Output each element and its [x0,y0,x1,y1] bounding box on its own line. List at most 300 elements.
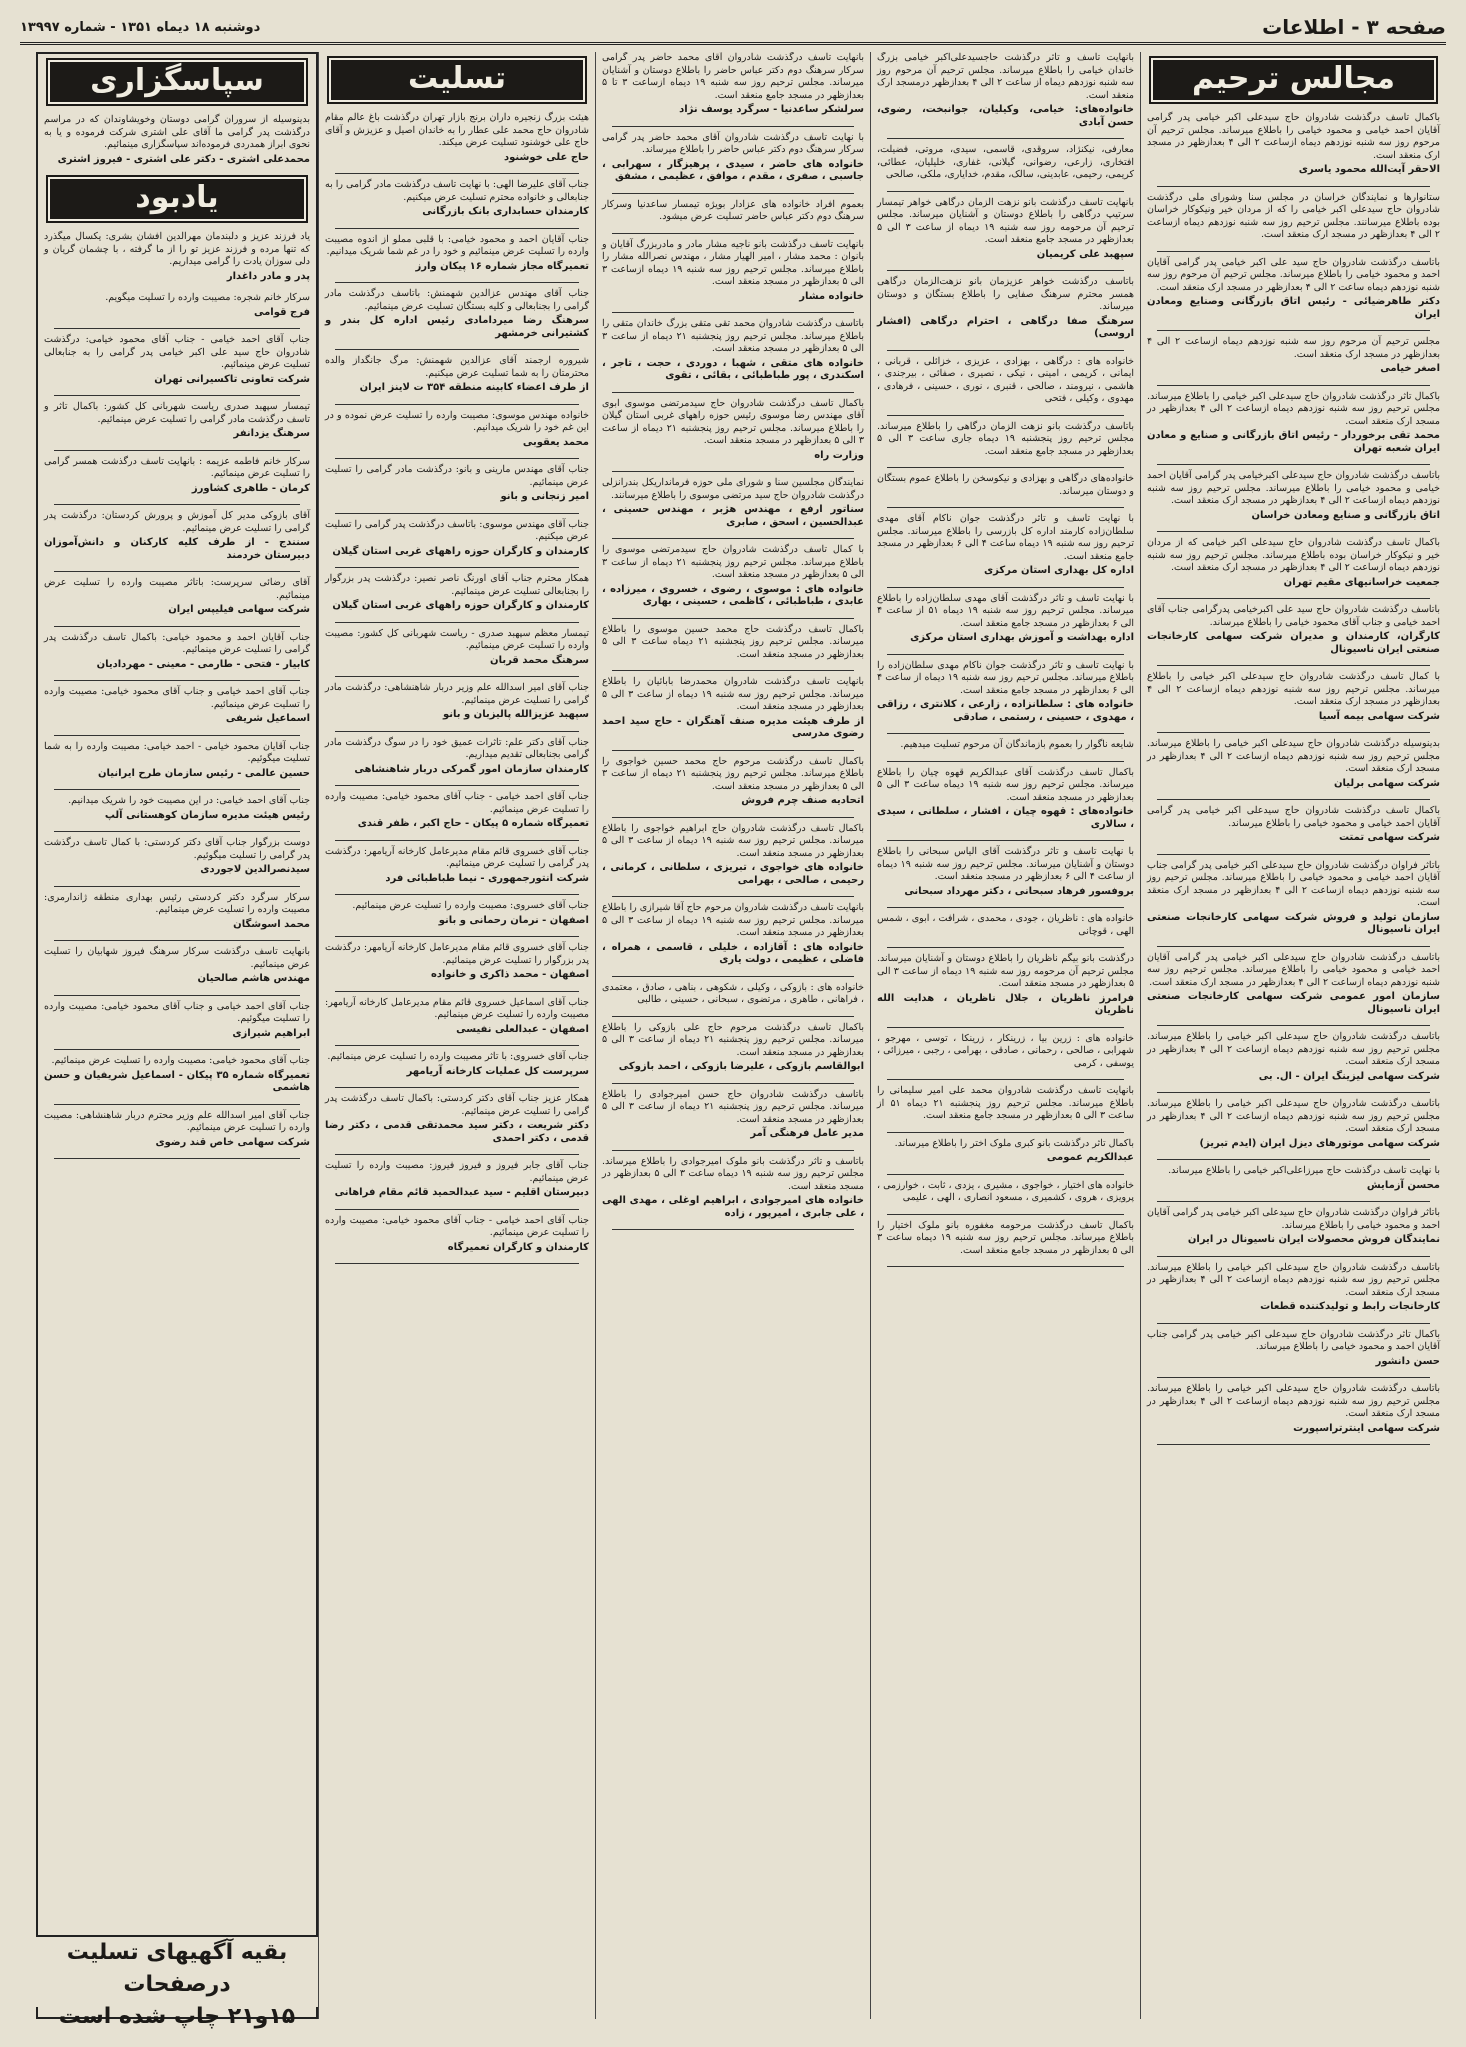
notice-item [44,741,310,781]
notice-text: خانواده مهندس موسوی: مصیبت وارده را تسلیت عرض نموده و در این غم خود را شریک میدانیم. [325,409,589,433]
notice-signature: مدیر عامل فرهنگی آمر [750,1128,864,1139]
divider [612,312,854,313]
divider [1157,1256,1430,1257]
divider [887,1266,1124,1267]
notice-text: معارفی، نیکنژاد، سروقدی، قاسمی، سیدی، مروتی، فضیلت، افتخاری، زارعی، رضوانی، گیلانی، غفاری، خلیلیان، عطائی، کریمی، رحیمی، عابدینی، سالک، مقدم، خدایاری، ملکی، صالحی [877,144,1134,180]
notice-item [602,318,864,383]
divider [335,676,579,677]
notice-text: هیئت بزرگ زنجیره داران برنج بازار تهران درگذشت باغ عالم مقام شادروان حاج محمد علی عطار را به خاندان اصیل و عزیزش و آقای حاج علی خوشنود تسلیت عرض میکند. [325,112,589,148]
date-line: دوشنبه ۱۸ دیماه ۱۳۵۱ - شماره ۱۳۹۹۷ [20,19,261,35]
divider [54,1049,300,1050]
notice-text: باتاسف درگذشت بانو نزهت الزمان درگاهی را باطلاع میرساند. مجلس ترحیم روز پنجشنبه ۱۹ دیماه جاری ساعت ۳ الی ۵ بعدازظهر در مسجد جامع منعقد است. [877,420,1134,457]
notice-signature: اداره بهداشت و آموزش بهداری استان مرکزی [910,632,1134,643]
notice-item [877,276,1134,341]
divider [612,1016,854,1017]
notice-signature: عبدالکریم عمومی [1046,1152,1134,1163]
notice-item [877,1220,1134,1258]
divider [1157,598,1430,599]
notice-item [1147,112,1440,177]
notice-item [1147,805,1440,845]
notice-item [44,686,310,726]
notice-item [1147,470,1440,522]
notice-text: شایعه ناگوار را بعموم بازماندگان آن مرحوم تسلیت میدهیم. [900,739,1134,750]
notice-signature: ابوالقاسم بازوکی ، علیرضا بازوکی ، احمد بازوکی [618,1061,864,1072]
notice-text: جناب آقای خسروی قائم مقام مدیرعامل کارخانه آریامهر: درگذشت پدر بزرگوار را تسلیت عرض مینمائیم. [325,942,589,966]
page-label: صفحه ۳ - اطلاعات [1262,15,1446,39]
notice-text: خانواده های : بازوکی ، وکیلی ، شکوهی ، بناهی ، صادق ، معتمدی ، فراهانی ، طاهری ، مرتضوی ، سبحانی ، حسینی ، طالبی [602,981,864,1005]
notice-signature: اصغر خیامی [1380,363,1440,374]
notice-signature: محسن آزمایش [1366,1179,1440,1191]
divider [887,1027,1124,1028]
divider [887,191,1124,192]
notice-item [602,676,864,741]
notice-text: جناب آقای احمد خیامی: در این مصیبت خود را شریک میدانیم. [68,795,310,806]
notice-signature: سازمان امور عمومی شرکت سهامی کارخانجات صنعتی ایران ناسیونال [1147,991,1440,1015]
notice-item [602,1089,864,1141]
notice-signature: اصفهان - نرمان رحمانی و بانو [438,914,589,926]
divider [1157,385,1430,386]
divider [612,750,854,751]
notice-item [602,1156,864,1221]
column-tasliyat [318,52,595,2019]
notice-text: درگذشت بانو بیگم ناظریان را باطلاع دوستان و آشنایان میرساند. مجلس ترحیم آن مرحومه روز سه شنبه ۱۹ دیماه از ساعت ۳ الی ۵ بعدازظهر در مسجد منعقد است. [877,953,1134,989]
sepas-notice [44,114,310,166]
notice-item [877,767,1134,832]
notice-item [602,132,864,184]
divider [887,1132,1124,1133]
notice-text: بانهایت تاسف درگذشت شادروان آقای محمد حاضر پدر گرامی سرکار سرهنگ دوم دکتر عباس حاضر را باطلاع دوستان و آشنایان میرساند. مجلس ترحیم روز سه شنبه ۱۹ دیماه ازساعت ۳ تا ۵ بعدازظهر در مسجد جامع منعقد است. [602,52,864,101]
divider [887,415,1124,416]
notice-text: جناب آقای مهندس عزالدین شهمنش: باتاسف درگذشت مادر گرامی را بجنابعالی و کلیه بستگان تسلیت عرض مینمائیم. [325,288,589,312]
notice-signature: سناتور ارفع ، مهندس هژبر ، مهندس حسینی ، عبدالحسین ، اسحق ، صابری [602,504,864,528]
divider [335,991,579,992]
notice-text: دوست بزرگوار جناب آقای دکتر کردستی: با کمال تاسف درگذشت پدر گرامی را تسلیت میگوئیم. [44,837,310,861]
divider [1157,531,1430,532]
notice-text: باتاسف درگذشت شادروان حاج سیدعلی اکبر خیامی پدر گرامی آقایان احمد خیامی و محمود خیامی را باطلاع میرساند. مجلس ترحیم روز سه شنبه نوزدهم دیماه ازساعت ۲ الی ۴ بعدازظهر در مسجد ارک منعقد است. [1147,951,1440,988]
notice-text: با نهایت تاسف و تاثر درگذشت جوان ناکام مهدی سلطان‌زاده را باطلاع میرساند. مجلس ترحیم روز سه شنبه ۱۹ دیماه از ساعت ۴ الی ۶ بعدازظهر در مسجد جامع منعقد است. [877,659,1134,696]
notice-item [44,334,310,386]
notice-signature: دکتر طاهرضیائی - رئیس اتاق بازرگانی وصنایع ومعادن ایران [1147,296,1440,320]
divider [612,126,854,127]
divider [335,622,579,623]
notice-signature: اصفهان - عبدالعلی نفیسی [456,1023,589,1035]
divider [335,785,579,786]
notice-item [877,1138,1134,1165]
notice-signature: نمایندگان فروش محصولات ایران ناسیونال در ایران [1187,1234,1440,1245]
notice-signature: اتاق بازرگانی و صنایع ومعادن خراسان [1251,509,1440,521]
divider [1157,1323,1430,1324]
notice-signature: شرکت سهامی برلیان [1333,777,1440,789]
notice-signature: الاحقر آیت‌الله محمود یاسری [1298,164,1440,175]
notice-text: با نهایت تاسف درگذشت شادروان آقای محمد حاضر پدر گرامی سرکار سرهنگ دوم دکتر عباس حاضر را باطلاع میرساند. [602,131,864,155]
notice-item [325,112,589,164]
notice-item [602,199,864,224]
divider [54,735,300,736]
notice-signature: شرکت تعاونی تاکسیرانی تهران [154,373,310,385]
notice-text: باتاثر فراوان درگذشت شادروان حاج سیدعلی اکبر خیامی پدر گرامی آقایان احمد و محمود خیامی را باطلاع میرساند. [1147,1207,1440,1231]
notice-signature: شرکت سهامی خاص قند رضوی [155,1136,310,1148]
notice-signature: شرکت سهامی اینترتراسپورت [1293,1422,1440,1434]
notice-signature: سرهنگ صفا درگاهی ، احترام درگاهی (افشار اروسی) [877,315,1134,339]
notice-text: باتاسف درگذشت شادروان محمد تقی متقی بزرگ خاندان متقی را باطلاع میرساند. مجلس ترحیم روز پنجشنبه ۲۱ دیماه از ساعت ۳ الی ۵ بعدازظهر در مسجد منعقد است. [602,318,865,354]
notice-text: جناب آقای دکتر علم: تاثرات عمیق خود را در سوگ درگذشت مادر گرامی بجنابعالی تقدیم میداریم. [325,736,589,760]
notice-item [325,682,589,722]
notice-signature: خانواده های : آقازاده ، خلیلی ، قاسمی ، همراه ، فاضلی ، عظیمی ، دولت یاری [602,941,864,965]
notice-text: باتاسف درگذشت شادروان حاج سید علی اکبر خیامی پدر گرامی آقایان احمد و محمود خیامی را باطلاع میرساند. مجلس ترحیم آن مرحوم روز سه شنبه نوزدهم دیماه ساعت ۲ الی ۴ بعدازظهر در مسجد ارک منعقد است. [1147,256,1440,293]
notice-signature: فرج قوامی [253,306,310,318]
divider [612,817,854,818]
notice-text: باتاسف درگذشت شادروان حاج سیدعلی اکبرخیامی پدر گرامی آقایان احمد خیامی و محمود خیامی را باطلاع میرساند. مجلس ترحیم روز سه شنبه نوزدهم دیماه ازساعت ۲ الی ۴ بعدازظهر در مسجد ارک منعقد است. [1147,470,1440,506]
notice-text: جناب آقای خسروی قائم مقام مدیرعامل کارخانه آریامهر: درگذشت پدر گرامی را تسلیت عرض مینمائیم. [325,845,589,869]
notice-text: با نهایت تاسف درگذشت حاج میرزاعلی‌اکبر خیامی را باطلاع میرساند. [1168,1165,1440,1176]
notice-text: باتاسف درگذشت شادروان حاج سیدعلی اکبر خیامی را باطلاع میرساند. مجلس ترحیم روز سه شنبه نوزدهم دیماه ازساعت ۲ الی ۴ بعدازظهر در مسجد ارک منعقد است. [1147,1098,1440,1134]
notice-text: باکمال تاثر درگذشت شادروان حاج سیدعلی اکبر خیامی را باطلاع میرساند. مجلس ترحیم روز سه شنبه نوزدهم دیماه ازساعت ۲ الی ۴ بعدازظهر در مسجد ارک منعقد است. [1147,390,1440,427]
notice-text: همکار محترم جناب آقای اورنگ ناصر نصیر: درگذشت پدر بزرگوار را بجنابعالی تسلیت عرض مینمائیم. [325,573,589,597]
notice-item [44,892,310,932]
notice-signature: اتحادیه صنف چرم فروش [741,795,864,806]
divider [335,173,579,174]
notice-item [877,739,1134,752]
notice-text: بدینوسیله از سروران گرامی دوستان وخویشاوندان که در مراسم درگذشت پدر گرامی ما آقای علی اشتری شرکت فرموده و یا به نحوی ابراز همدردی فرموده‌اند سپاسگزاری مینمائیم. [44,114,310,150]
notice-signature: فرامرز ناظریان ، جلال ناظریان ، هدایت الله ناظریان [877,992,1134,1016]
notices-list [325,112,589,1264]
notice-signature: امیر زنجانی و بانو [500,491,589,502]
divider [335,731,579,732]
notice-signature: از طرف اعضاء کابینه منطقه ۳۵۴ ت لاینز ایران [359,382,589,393]
notice-text: باتاسف درگذشت شادروان حاج حسن امیرجوادی را باطلاع میرساند. مجلس ترحیم روز پنجشنبه ۲۱ دیماه از ساعت ۳ الی ۵ بعدازظهر در مسجد منعقد است. [602,1088,864,1125]
notice-item [1147,336,1440,376]
notice-text: باکمال تاسف درگذشت حاج محمد حسین موسوی را باطلاع میرساند. مجلس ترحیم روز پنجشنبه ۲۱ دیماه ساعت ۳ الی ۵ بعدازظهر در مسجد منعقد است. [602,623,864,660]
divider [887,587,1124,588]
notice-text: با نهایت تاسف و تاثر درگذشت آقای مهدی سلطان‌زاده را باطلاع میرساند. مجلس ترحیم روز سه شنبه ۱۹ دیماه ۵۱ از ساعت ۴ الی ۶ بعدازظهر در مسجد جامع منعقد است. [877,592,1134,629]
divider [1157,464,1430,465]
divider [612,392,854,393]
notice-text: خانواده های : درگاهی ، بهزادی ، عزیزی ، خزائلی ، قربانی ، ایمانی ، کریمی ، امینی ، نیکی ، نصیری ، صفائی ، بیرجندی ، هاشمی ، نیرومند ، صالحی ، قنبری ، نوری ، حسینی ، فرهادی ، مهدوی ، وکیلی ، فتحی [877,355,1134,404]
notice-text: خانواده های اختیار ، خواجوی ، مشیری ، یزدی ، ثابت ، خوارزمی ، پرویزی ، هروی ، کشمیری ، مسعود انصاری ، الهی ، علیمی [877,1179,1134,1203]
notice-signature: کرمان - طاهری کشاورز [191,482,310,494]
notice-signature: سپهبد علی کریمیان [1036,248,1134,260]
notice-item [602,239,864,304]
notice-item [602,544,864,609]
notice-signature: وزارت راه [814,449,864,461]
notice-item [44,456,310,496]
notice-signature: شرکت سهامی فیلیپس ایران [168,604,310,615]
notice-item [877,473,1134,498]
notice-item [877,1085,1134,1123]
notice-signature: شرکت انتورجمهوری - نیما طباطبائی فرد [385,872,589,884]
divider [1157,799,1430,800]
footer-note [36,1935,318,2029]
notice-signature: سرلشکر ساعدنیا - سرگرد یوسف نژاد [679,104,864,115]
divider [1157,854,1430,855]
notice-item [602,902,864,967]
notice-item [1147,537,1440,589]
notice-text: جناب آقایان احمد و محمود خیامی: با قلبی مملو از اندوه مصیبت وارده را تسلیت عرض مینمائیم و خود را در غم شما شریک میدانیم. [325,233,589,257]
notice-signature: کارمندان و کارگران حوزه راههای غربی استان گیلان [332,545,589,557]
notice-signature: حسن دانشور [1375,1355,1440,1367]
divider [335,567,579,568]
divider [612,896,854,897]
notice-text: ستانوارها و نمایندگان خراسان در مجلس سنا وشورای ملی درگذشت شادروان حاج سیدعلی اکبر خیامی را که از مردان خیر ونیکوکار خراسان بوده باطلاع میرسانند. مجلس ترحیم روز سه شنبه نوزدهم دیماه ازساعت ۲ الی ۴ بعدازظهر در مسجد ارک منعقد است. [1147,191,1440,240]
notice-item [1147,391,1440,456]
notice-text: با کمال تاسف درگذشت شادروان حاج سیدعلی اکبر خیامی را باطلاع میرساند. مجلس ترحیم روز سه شنبه نوزدهم دیماه ازساعت ۲ الی ۴ بعدازظهر در مسجد ارک منعقد است. [1147,671,1440,707]
divider [887,1079,1124,1080]
notice-item [325,942,589,982]
notice-text: با کمال تاسف درگذشت شادروان حاج سیدمرتضی موسوی را باطلاع میرساند. مجلس ترحیم روز پنجشنبه ۲۱ دیماه از ساعت ۳ الی ۵ بعدازظهر در مسجد منعقد است. [602,544,865,580]
notice-item [325,737,589,777]
notice-text: باکمال تاسف درگذشت شادروان حاج سیدعلی اکبر خیامی پدر گرامی آقایان احمد خیامی و محمود خیامی را باطلاع میرساند. [1147,805,1440,829]
notice-signature: خانواده‌های: خیامی، وکیلیان، جوانبخت، رضوی، حسن آبادی [877,104,1134,128]
notice-text: جناب آقای مهندس مارینی و بانو: درگذشت مادر گرامی را تسلیت عرض مینمائیم. [325,464,589,488]
divider [335,404,579,405]
notice-text: باکمال تاثر درگذشت بانو کبری ملوک اختر را باطلاع میرساند. [894,1137,1134,1149]
divider [335,936,579,937]
notice-item [1147,1031,1440,1083]
notice-item [325,1160,589,1200]
notice-item [325,900,589,927]
notice-text: خانواده‌های درگاهی و بهزادی و نیکوسخن را باطلاع عموم بستگان و دوستان میرساند. [877,473,1134,497]
notice-text: جناب آقای احمد خیامی - جناب آقای محمود خیامی: مصیبت وارده را تسلیت عرض مینمائیم. [325,791,589,815]
notice-signature: ابراهیم شیرازی [232,1027,310,1039]
notice-text: شیروره ارجمند آقای عزالدین شهمنش: مرگ جانگداز والده محترمتان را به شما تسلیت عرض میکنیم. [325,355,589,379]
notice-item [44,401,310,441]
notice-signature: رئیس هیئت مدیره سازمان کوهستانی آلپ [104,809,310,821]
notice-signature: سرهنگ محمد قربان [490,654,589,666]
divider [1157,1201,1430,1202]
divider [612,976,854,977]
divider [335,349,579,350]
notice-text: جناب آقای اسماعیل خسروی قائم مقام مدیرعامل کارخانه آریامهر: مصیبت وارده را تسلیت عرض مینمائیم. [325,996,589,1020]
notice-signature: محمد یعقوبی [522,436,589,448]
divider [54,504,300,505]
divider [612,471,854,472]
notice-signature: اصفهان - محمد ذاکری و خانواده [430,969,589,980]
notice-text: جناب آقای احمد خیامی - جناب آقای محمود خیامی: درگذشت شادروان حاج سید علی اکبر خیامی پدر گرامی را به جنابعالی تسلیت عرض مینمائیم. [44,334,310,370]
notice-item [1147,604,1440,656]
divider [54,1158,300,1159]
divider [335,1087,579,1088]
divider [335,1263,579,1264]
notice-text: بانهایت تاسف درگذشت سرکار سرهنگ فیروز شهابیان را تسلیت عرض مینمائیم. [44,946,310,970]
notice-item [1147,1329,1440,1369]
notice-text: جناب آقای خسروی: مصیبت وارده را تسلیت عرض مینمائیم. [352,900,589,911]
notice-text: بعموم افراد خانواده های عزادار بویژه تیمسار ساعدنیا وسرکار سرهنگ دوم دکتر عباس حاضر تسلیت عرض میشود. [602,198,864,222]
notice-signature: حسین عالمی - رئیس سازمان طرح ایرانیان [97,767,310,779]
notice-text: باتاسف درگذشت شادروان حاج سیدعلی اکبر خیامی را باطلاع میرساند. مجلس ترحیم روز سه شنبه نوزدهم دیماه ازساعت ۲ الی ۴ بعدازظهر در مسجد ارک منعقد است. [1147,1383,1440,1419]
notice-signature: خانواده های متقی ، شهبا ، دوردی ، حجت ، تاجر ، اسکندری ، پور طباطبائی ، بقائی ، تقوی [602,357,864,381]
notice-signature: سرهنگ رضا میردامادی رئیس اداره کل بندر و کشتیرانی خرمشهر [325,315,589,339]
notice-text: باکمال تاثر درگذشت شادروان حاج سیدعلی اکبر خیامی پدر گرامی جناب آقایان احمد و محمود خیامی را باطلاع میرساند. [1147,1328,1440,1352]
notice-item [325,288,589,340]
notices-list [44,292,310,1159]
notices-list [877,52,1134,1267]
notice-text: باتاسف و تاثر درگذشت بانو ملوک امیرجوادی را باطلاع میرساند. مجلس ترحیم روز سه شنبه ۱۹ دیماه ساعت ۳ الی ۵ بعدازظهر در مسجد منعقد است. [602,1155,864,1192]
notice-item [325,1215,589,1255]
divider [612,670,854,671]
notice-text: مجلس ترحیم آن مرحوم روز سه شنبه نوزدهم دیماه ازساعت ۲ الی ۴ بعدازظهر در مسجد ارک منعقد است. [1147,336,1440,360]
notice-item [1147,1098,1440,1150]
notice-text: بانهایت تاسف درگذشت شادروان محمد علی امیر سلیمانی را باطلاع میرساند. مجلس ترحیم روز پنجشنبه ۲۱ دیماه ۵۱ از ساعت ۳ الی ۵ بعدازظهر در مسجد جامع منعقد است. [877,1085,1135,1121]
notice-text: سرکار خانم شجره: مصیبت وارده را تسلیت میگویم. [105,292,310,303]
notice-text: با نهایت تاسف و تاثر درگذشت جوان ناکام آقای مهدی سلطان‌زاده کارمند اداره کل بازرسی را باطلاع میرساند. مجلس ترحیم روز سه شنبه ۱۹ دیماه ساعت ۴ الی ۶ بعدازظهر در مسجد جامع منعقد است. [877,513,1134,562]
section-banner-tasliyat: تسلیت [327,56,587,104]
divider [612,538,854,539]
notice-signature: سپهبد عزیزالله پالیزبان و بانو [442,709,589,720]
notice-signature: اسماعیل شریفی [225,713,310,724]
divider [887,467,1124,468]
notice-signature: حاج علی خوشنود [504,151,589,163]
notice-text: جناب آقای احمد خیامی و جناب آقای محمود خیامی: مصیبت وارده را تسلیت عرض مینمائیم. [44,686,310,710]
notice-text: بانهایت تاسف درگذشت بانو ناجیه مشار مادر و مادربزرگ آقایان و بانوان : محمد مشار ، امیر الهیار مشار ، مهندس نصرالله مشار را باطلاع میرساند. مجلس ترحیم روز سه شنبه ۱۹ دیماه ازساعت ۳ الی ۵ بعدازظهر در مسجد منعقد است. [602,238,864,287]
notice-item [602,52,864,117]
divider [1157,1444,1430,1445]
notice-signature: شرکت سهامی بیمه آسیا [1318,710,1440,722]
divider [1157,1025,1430,1026]
notice-item [602,982,864,1007]
notice-item [44,1110,310,1150]
notice-item [602,756,864,808]
notice-item [325,1093,589,1145]
notice-text: بانهایت تاسف و تاثر درگذشت حاجسیدعلی‌اکبر خیامی بزرگ خاندان خیامی را باطلاع میرساند. مجلس ترحیم آن مرحوم روز سه شنبه نوزدهم دیماه از ساعت ۲ الی ۴ بعدازظهر درمسجد ارک منعقد است. [877,52,1134,101]
notice-signature: سنندج - از طرف کلیه کارکنان و دانش‌آموزان دبیرستان خردمند [44,537,310,561]
notice-signature: خانواده های حاضر ، سیدی ، پرهیزگار ، سهرابی ، جاسبی ، صفری ، مقدم ، موافق ، عظیمی ، مشفق [602,158,864,182]
notice-text: خانواده های : زرین بیا ، زرینکار ، زرینکا ، توسی ، مهرجو ، شهرابی ، صالحی ، رحمانی ، صادقی ، بهرامی ، رجبی ، میرزائی ، یوسفی ، کرمی [877,1032,1134,1069]
notice-signature: جمعیت خراسانیهای مقیم تهران [1283,576,1440,588]
notice-signature: اداره کل بهداری استان مرکزی [983,565,1134,576]
divider [335,228,579,229]
notice-text: سرکار سرگرد دکتر کردستی رئیس بهداری منطقه ژاندارمری: مصیبت وارده را تسلیت عرض مینمائیم. [44,891,310,915]
notice-text: جناب آقای احمد خیامی و جناب آقای محمود خیامی: مصیبت وارده را تسلیت میگوئیم. [44,1000,310,1024]
section-banner-yadbood: یادبود [46,175,308,223]
column-majales [1140,52,1446,2019]
notice-item [602,398,864,463]
notice-text: باکمال تاسف درگذشت مرحوم حاج علی بازوکی را باطلاع میرساند. مجلس ترحیم روز پنجشنبه ۲۱ دیماه از ساعت ۳ الی ۵ بعدازظهر در مسجد منعقد است. [602,1021,864,1058]
notice-text: جناب آقای خسروی: با تاثر مصیبت وارده را تسلیت عرض مینمائیم. [327,1051,589,1062]
divider [1157,186,1430,187]
notice-text: باکمال تاسف درگذشت شادروان حاج سیدعلی اکبر خیامی پدر گرامی آقایان احمد خیامی و محمود خیامی را باطلاع میرساند. مجلس ترحیم آن مرحوم روز سه شنبه نوزدهم دیماه ازساعت ۲ الی ۴ بعدازظهر در مسجد ارک منعقد است. [1147,112,1440,161]
notice-item [1147,1383,1440,1435]
notice-item [44,795,310,822]
divider [1157,1092,1430,1093]
notice-item [877,52,1134,129]
notice-signature: کارمندان و کارگران تعمیرگاه [447,1241,589,1253]
divider [887,733,1124,734]
divider [335,513,579,514]
divider [54,886,300,887]
divider [54,789,300,790]
divider [335,1209,579,1210]
notice-text: یاد فرزند عزیز و دلبندمان مهرالدین افشان بشری: یکسال میگذرد که تنها مرده و فرزند عزیز تو را از ما گرفته ، با چشمان گریان و دلی سوزان یادت را گرامی میداریم. [44,231,310,267]
notice-item [1147,671,1440,723]
notice-text: باتاسف درگذشت شادروان حاج سیدعلی اکبر خیامی را باطلاع میرساند. مجلس ترحیم روز سه شنبه نوزدهم دیماه ازساعت ۲ الی ۴ بعدازظهر در مسجد ارک منعقد است. [1147,1261,1440,1298]
notice-text: آقای بازوکی مدیر کل آموزش و پرورش کردستان: درگذشت پدر گرامی را تسلیت عرض مینمائیم. [44,510,310,534]
divider [612,1150,854,1151]
notice-signature: خانواده مشار [799,290,864,302]
notices-list [1147,112,1440,1445]
divider [612,193,854,194]
divider [887,761,1124,762]
notice-signature: خانواده های امیرجوادی ، ابراهیم اوغلی ، مهدی الهی ، علی جابری ، امیرپور ، زاده [602,1195,864,1219]
divider [887,1174,1124,1175]
footer-line-1: بقیه آگهیهای تسلیت درصفحات [66,1940,288,1997]
notice-signature: کارمندان و کارگران حوزه راههای غربی استان گیلان [332,600,589,611]
notice-signature: خانواده‌های : قهوه چیان ، افشار ، سلطانی ، سیدی ، سالاری [877,806,1134,830]
divider [1157,732,1430,733]
notice-signature: کارمندان سازمان امور گمرکی دربار شاهنشاهی [354,763,589,775]
notice-item [877,1180,1134,1205]
notice-item [325,464,589,504]
notice-item [877,660,1134,725]
divider [335,1045,579,1046]
divider [612,1229,854,1230]
notice-text: آقای رضائی سرپرست: باتاثر مصیبت وارده را تسلیت عرض مینمائیم. [44,577,310,601]
notice-text: سرکار خانم فاطمه عزیمه : بانهایت تاسف درگذشت همسر گرامی را تسلیت عرض مینمائیم. [44,455,310,479]
notice-text: بدینوسیله درگذشت شادروان حاج سیدعلی اکبر خیامی را باطلاع میرساند. مجلس ترحیم روز سه شنبه نوزدهم دیماه ازساعت ۲ الی ۴ بعدازظهر در مسجد ارک منعقد است. [1147,738,1440,774]
notice-signature: تعمیرگاه مجاز شماره ۱۶ پیکان وارز [415,260,589,272]
notice-item [877,421,1134,459]
notice-text: نمایندگان مجلسین سنا و شورای ملی حوزه فرمانداریکل بندرانزلی درگذشت شادروان حاج سید مرتضی موسوی را باطلاع میرسانند. [602,477,864,501]
notice-signature: تعمیرگاه شماره ۳۵ پیکان - اسماعیل شریفیان و حسن هاشمی [44,1069,310,1093]
notice-text: باکمال تاسف درگذشت شادروان حاج ابراهیم خواجوی را باطلاع میرساند. مجلس ترحیم روز سه شنبه ۱۹ دیماه از ساعت ۳ الی ۵ بعدازظهر در مسجد منعقد است. [602,822,864,859]
notice-item [325,791,589,831]
divider [1157,946,1430,947]
notice-text: جناب آقایان محمود خیامی - احمد خیامی: مصیبت وارده را به شما تسلیت میگوئیم. [44,740,310,764]
column-sepasgozari [36,52,318,2019]
notice-signature: تعمیرگاه شماره ۵ پیکان - حاج اکبر ، ظفر قندی [357,818,589,829]
notice-signature: سرهنگ یزدانفر [233,428,310,439]
column-3 [595,52,870,2019]
notice-item [1147,738,1440,790]
divider [335,840,579,841]
notice-item [44,577,310,617]
notice-item [877,144,1134,182]
notice-signature: کارمندان حسابداری بانک بازرگانی [422,206,589,217]
notice-signature: کارگران، کارمندان و مدیران شرکت سهامی کارخانجات صنعتی ایران ناسیونال [1147,631,1440,655]
divider [335,282,579,283]
notice-item [325,519,589,559]
notice-signature: خانواده های : موسوی ، رضوی ، خسروی ، میرزاده ، عابدی ، طباطبائی ، کاظمی ، حسینی ، بهاری [602,583,864,607]
notice-text: با نهایت تاسف و تاثر درگذشت آقای الیاس سبحانی را باطلاع دوستان و آشنایان میرساند. مجلس ترحیم روز سه شنبه ۱۹ دیماه از ساعت ۴ الی ۶ بعدازظهر در مسجد منعقد است. [877,846,1134,882]
notice-item [1147,192,1440,242]
notice-item [1147,257,1440,322]
notice-item [877,593,1134,645]
divider [1157,330,1430,331]
notice-item [44,510,310,562]
notice-signature: شرکت سهامی لیزینگ ایران - ال. بی [1258,1070,1440,1082]
notice-text: جناب آقای مهندس موسوی: باتاسف درگذشت پدر گرامی را تسلیت عرض میکنیم. [325,518,589,542]
notice-text: بانهایت تاسف درگذشت شادروان محمدرضا بابائیان را باطلاع میرساند. مجلس ترحیم روز سه شنبه ۱۹ دیماه از ساعت ۳ الی ۵ بعدازظهر در مسجد منعقد است. [602,676,864,712]
divider [612,1083,854,1084]
notice-signature: محمد اسوشگان [233,918,310,930]
notice-item [877,197,1134,262]
divider [335,1154,579,1155]
notice-item [1147,1207,1440,1247]
section-banner-majales: مجالس ترحیم [1149,56,1438,104]
notice-text: تیمسار سپهبد صدری ریاست شهربانی کل کشور: باکمال تاثر و تاسف درگذشت مادر گرامی را تسلیت عرض مینمائیم. [44,401,310,425]
notice-item [877,356,1134,406]
divider [887,840,1124,841]
notice-signature: محمدعلی اشتری - دکتر علی اشتری - فیروز اشتری [57,153,310,165]
notice-item [325,1051,589,1078]
notice-item [1147,952,1440,1017]
notice-signature: بروفسور فرهاد سبحانی ، دکتر مهرداد سبحانی [904,885,1134,897]
divider [54,1104,300,1105]
notice-item [1147,1165,1440,1192]
notice-item [877,913,1134,938]
notice-item [877,846,1134,898]
notice-text: خانواده های : ناظریان ، جودی ، محمدی ، شرافت ، ابوی ، شمس الهی ، قوچانی [877,913,1134,937]
notice-signature: دکتر شریعت ، دکتر سید محمدتقی قدمی ، دکتر رضا قدمی ، دکتر احمدی [325,1120,589,1144]
